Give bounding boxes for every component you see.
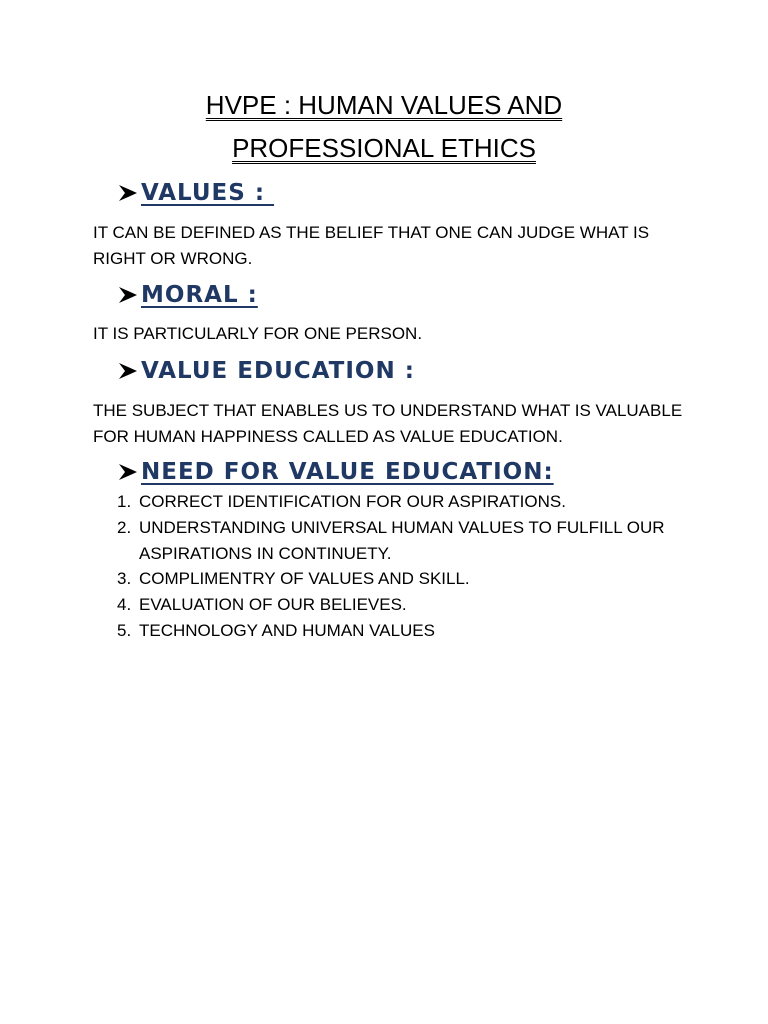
arrowhead-bullet-icon — [117, 461, 139, 483]
arrowhead-bullet-icon — [117, 360, 139, 382]
list-item: 3. COMPLIMENTRY OF VALUES AND SKILL. — [117, 569, 470, 589]
section-heading-value-education: VALUE EDUCATION : — [117, 358, 415, 384]
list-item: 1. CORRECT IDENTIFICATION FOR OUR ASPIRATIONS. — [117, 492, 566, 511]
section-text-values: IT CAN BE DEFINED AS THE BELIEF THAT ONE CAN JUDGE WHAT IS RIGHT OR WRONG. — [93, 223, 650, 268]
need-list — [117, 489, 687, 644]
section-heading-moral: MORAL : — [117, 282, 258, 308]
arrowhead-bullet-icon — [117, 284, 139, 306]
list-item: 4. EVALUATION OF OUR BELIEVES. — [117, 595, 407, 615]
document-title-line-2: PROFESSIONAL ETHICS — [232, 133, 536, 163]
list-item: 2. UNDERSTANDING UNIVERSAL HUMAN VALUES TO FULFILL OUR ASPIRATIONS IN CONTINUETY. — [117, 517, 665, 563]
section-heading-values: VALUES : — [117, 180, 274, 206]
section-heading-need-for-value-education: NEED FOR VALUE EDUCATION: — [117, 459, 554, 485]
section-text-value-education: THE SUBJECT THAT ENABLES US TO UNDERSTAND WHAT IS VALUABLE FOR HUMAN HAPPINESS CALLED AS VALUE EDUCATION. — [93, 401, 683, 446]
list-item: 5. TECHNOLOGY AND HUMAN VALUES — [117, 620, 435, 640]
document-title-line-1: HVPE : HUMAN VALUES AND — [205, 90, 563, 120]
arrowhead-bullet-icon — [117, 182, 139, 204]
section-text-moral: IT IS PARTICULARLY FOR ONE PERSON. — [93, 324, 423, 343]
